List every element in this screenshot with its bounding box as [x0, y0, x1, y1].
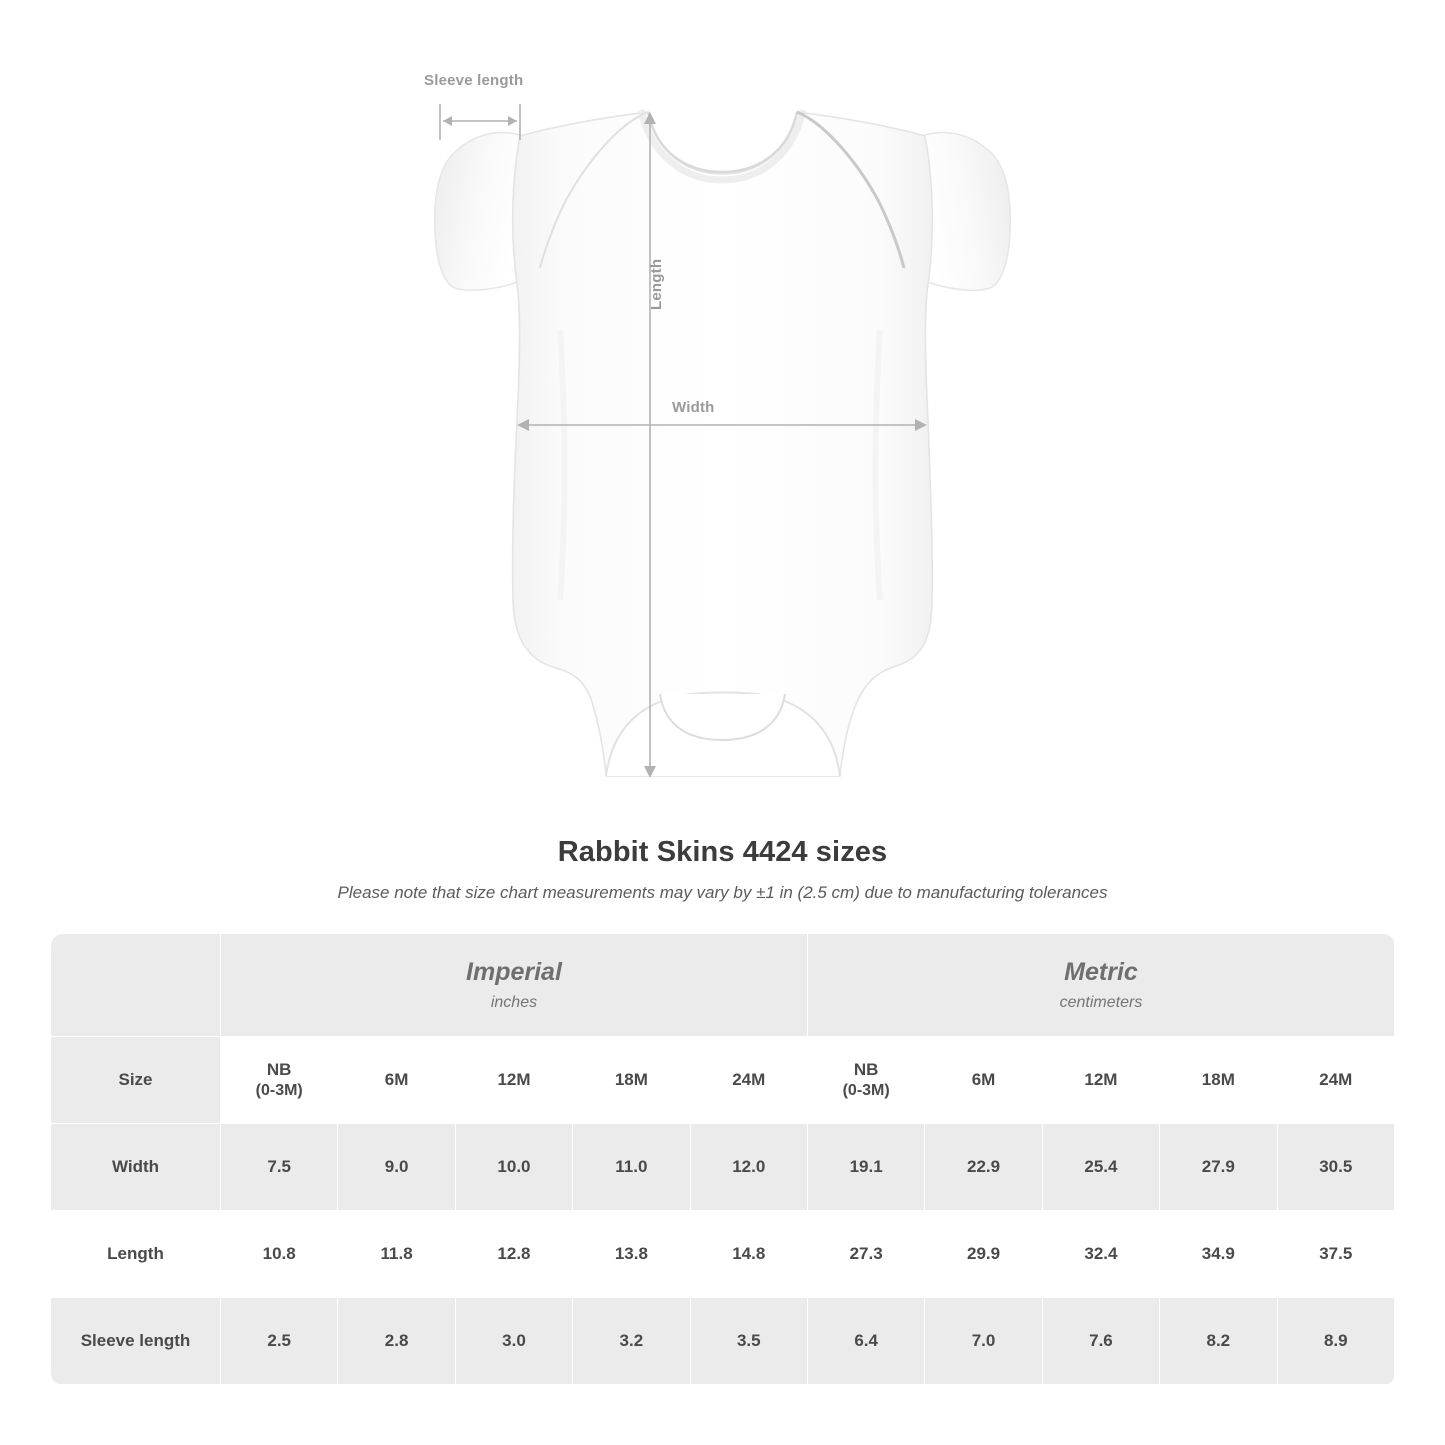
cell-sleeve-24m-cm: 8.9	[1277, 1298, 1394, 1385]
size-sub: (0-3M)	[255, 1082, 303, 1099]
cell-sleeve-nb-in: 2.5	[221, 1298, 338, 1385]
imperial-label: Imperial	[466, 958, 562, 986]
width-dimension-label: Width	[672, 399, 715, 416]
row-label-length: Length	[51, 1211, 221, 1298]
length-dimension-label: Length	[648, 258, 665, 310]
cell-width-18m-cm: 27.9	[1160, 1124, 1277, 1211]
cell-width-6m-cm: 22.9	[925, 1124, 1042, 1211]
size-main: 12M	[1084, 1070, 1118, 1089]
cell-width-nb-in: 7.5	[221, 1124, 338, 1211]
row-label-width: Width	[51, 1124, 221, 1211]
metric-group-header	[807, 934, 1394, 1037]
cell-sleeve-12m-in: 3.0	[455, 1298, 572, 1385]
table-row	[51, 1211, 1395, 1298]
cell-width-6m-in: 9.0	[338, 1124, 455, 1211]
cell-width-18m-in: 11.0	[573, 1124, 690, 1211]
cell-width-nb-cm: 19.1	[807, 1124, 924, 1211]
size-cell-nb-imperial	[221, 1037, 338, 1124]
cell-sleeve-12m-cm: 7.6	[1042, 1298, 1159, 1385]
cell-width-24m-in: 12.0	[690, 1124, 807, 1211]
size-cell-18m-imperial	[573, 1037, 690, 1124]
size-chart-table	[50, 933, 1395, 1385]
size-cell-18m-metric	[1160, 1037, 1277, 1124]
cell-length-18m-in: 13.8	[573, 1211, 690, 1298]
table-row	[51, 1298, 1395, 1385]
imperial-group-header	[221, 934, 808, 1037]
size-header-row	[51, 1037, 1395, 1124]
size-cell-24m-metric	[1277, 1037, 1394, 1124]
size-cell-12m-metric	[1042, 1037, 1159, 1124]
size-table-wrapper	[50, 933, 1395, 1385]
cell-length-nb-in: 10.8	[221, 1211, 338, 1298]
size-main: 24M	[732, 1070, 766, 1089]
size-sub: (0-3M)	[842, 1082, 890, 1099]
cell-width-12m-in: 10.0	[455, 1124, 572, 1211]
size-cell-nb-metric	[807, 1037, 924, 1124]
size-main: 18M	[1201, 1070, 1235, 1089]
cell-sleeve-6m-in: 2.8	[338, 1298, 455, 1385]
unit-header-row	[51, 934, 1395, 1037]
cell-length-nb-cm: 27.3	[807, 1211, 924, 1298]
cell-length-12m-cm: 32.4	[1042, 1211, 1159, 1298]
table-row	[51, 1124, 1395, 1211]
size-main: 6M	[971, 1070, 996, 1089]
size-cell-6m-metric	[925, 1037, 1042, 1124]
size-main: NB	[853, 1060, 879, 1079]
cell-length-6m-cm: 29.9	[925, 1211, 1042, 1298]
tolerance-note: Please note that size chart measurements may vary by ±1 in (2.5 cm) due to manufacturing tolerances	[337, 883, 1108, 902]
cell-width-24m-cm: 30.5	[1277, 1124, 1394, 1211]
size-main: 6M	[384, 1070, 409, 1089]
size-header-cell: Size	[51, 1037, 221, 1124]
table-corner-cell	[51, 934, 221, 1037]
cell-sleeve-18m-cm: 8.2	[1160, 1298, 1277, 1385]
size-main: NB	[266, 1060, 292, 1079]
size-cell-24m-imperial	[690, 1037, 807, 1124]
row-label-sleeve-length: Sleeve length	[51, 1298, 221, 1385]
size-cell-12m-imperial	[455, 1037, 572, 1124]
cell-length-18m-cm: 34.9	[1160, 1211, 1277, 1298]
sleeve-length-dimension-label: Sleeve length	[424, 72, 524, 89]
page-title: Rabbit Skins 4424 sizes	[557, 836, 888, 868]
size-main: 12M	[497, 1070, 531, 1089]
cell-sleeve-nb-cm: 6.4	[807, 1298, 924, 1385]
cell-sleeve-24m-in: 3.5	[690, 1298, 807, 1385]
size-cell-6m-imperial	[338, 1037, 455, 1124]
cell-length-12m-in: 12.8	[455, 1211, 572, 1298]
metric-label: Metric	[1064, 958, 1138, 986]
title-block	[0, 836, 1445, 903]
size-main: 24M	[1319, 1070, 1353, 1089]
size-main: 18M	[614, 1070, 648, 1089]
imperial-sublabel: inches	[490, 994, 538, 1011]
cell-length-6m-in: 11.8	[338, 1211, 455, 1298]
cell-length-24m-cm: 37.5	[1277, 1211, 1394, 1298]
cell-length-24m-in: 14.8	[690, 1211, 807, 1298]
cell-sleeve-18m-in: 3.2	[573, 1298, 690, 1385]
metric-sublabel: centimeters	[1059, 994, 1143, 1011]
cell-sleeve-6m-cm: 7.0	[925, 1298, 1042, 1385]
cell-width-12m-cm: 25.4	[1042, 1124, 1159, 1211]
